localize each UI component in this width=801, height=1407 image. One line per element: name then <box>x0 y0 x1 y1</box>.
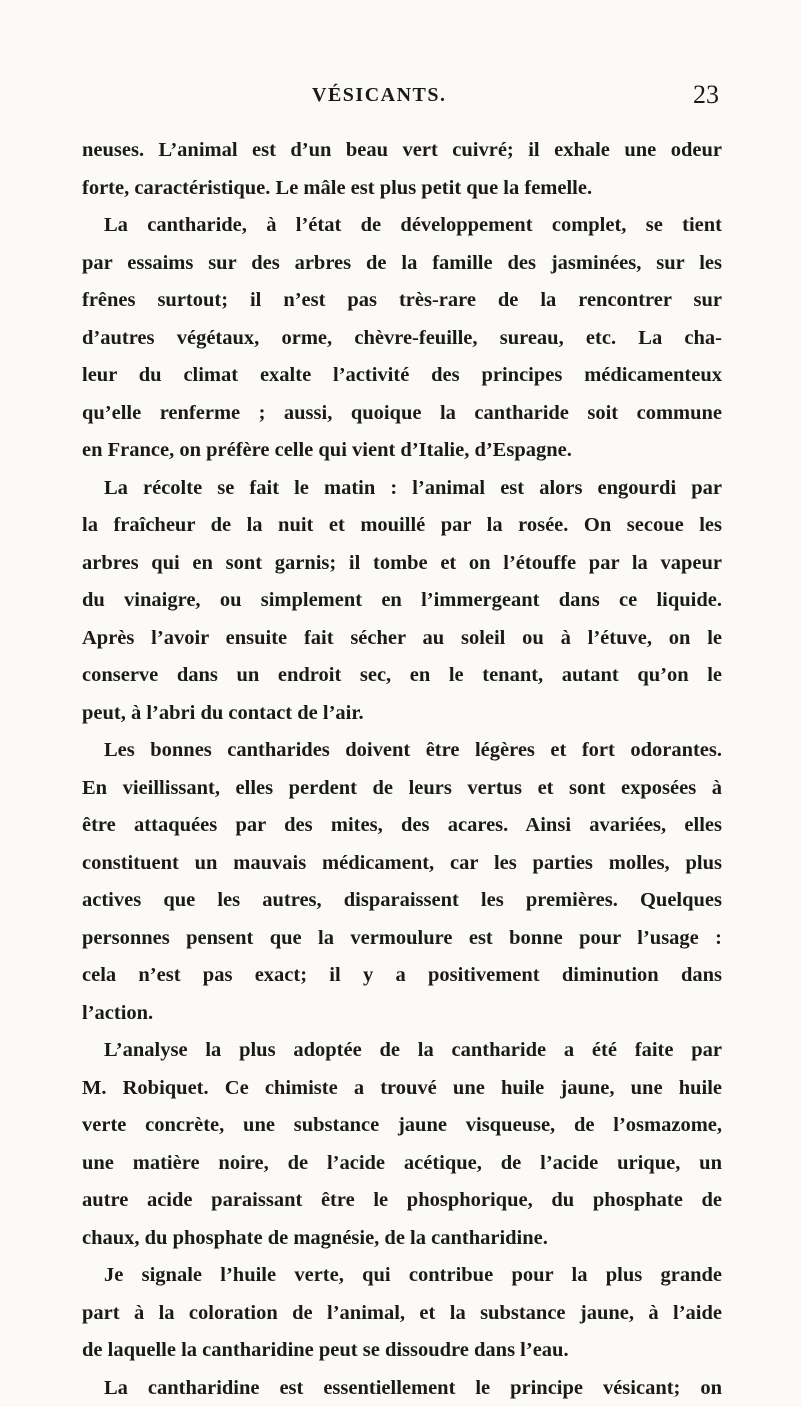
text-line: conserve dans un endroit sec, en le tenant, autant qu’on le <box>82 657 722 695</box>
text-line: La cantharidine est essentiellement le principe vésicant; on <box>82 1370 722 1407</box>
running-title: VÉSICANTS. <box>312 84 446 107</box>
text-line: chaux, du phosphate de magnésie, de la cantharidine. <box>82 1220 722 1258</box>
text-line: l’action. <box>82 995 722 1033</box>
text-line: La cantharide, à l’état de développement complet, se tient <box>82 207 722 245</box>
text-line: une matière noire, de l’acide acétique, de l’acide urique, un <box>82 1145 722 1183</box>
text-line: en France, on préfère celle qui vient d’Italie, d’Espagne. <box>82 432 722 470</box>
text-line: peut, à l’abri du contact de l’air. <box>82 695 722 733</box>
text-line: du vinaigre, ou simplement en l’immergeant dans ce liquide. <box>82 582 722 620</box>
text-line: qu’elle renferme ; aussi, quoique la cantharide soit commune <box>82 395 722 433</box>
text-line: autre acide paraissant être le phosphorique, du phosphate de <box>82 1182 722 1220</box>
running-header <box>0 84 801 114</box>
text-line: L’analyse la plus adoptée de la cantharide a été faite par <box>82 1032 722 1070</box>
text-line: la fraîcheur de la nuit et mouillé par la rosée. On secoue les <box>82 507 722 545</box>
text-line: La récolte se fait le matin : l’animal est alors engourdi par <box>82 470 722 508</box>
text-line: frênes surtout; il n’est pas très-rare de la rencontrer sur <box>82 282 722 320</box>
body-text <box>82 132 722 1407</box>
text-line: leur du climat exalte l’activité des principes médicamenteux <box>82 357 722 395</box>
text-line: de laquelle la cantharidine peut se dissoudre dans l’eau. <box>82 1332 722 1370</box>
page-number: 23 <box>693 80 719 110</box>
text-line: En vieillissant, elles perdent de leurs vertus et sont exposées à <box>82 770 722 808</box>
text-line: actives que les autres, disparaissent les premières. Quelques <box>82 882 722 920</box>
text-line: personnes pensent que la vermoulure est bonne pour l’usage : <box>82 920 722 958</box>
text-line: M. Robiquet. Ce chimiste a trouvé une huile jaune, une huile <box>82 1070 722 1108</box>
text-line: neuses. L’animal est d’un beau vert cuivré; il exhale une odeur <box>82 132 722 170</box>
text-line: d’autres végétaux, orme, chèvre-feuille, sureau, etc. La cha- <box>82 320 722 358</box>
text-line: Les bonnes cantharides doivent être légères et fort odorantes. <box>82 732 722 770</box>
text-line: être attaquées par des mites, des acares. Ainsi avariées, elles <box>82 807 722 845</box>
text-line: par essaims sur des arbres de la famille des jasminées, sur les <box>82 245 722 283</box>
text-line: Après l’avoir ensuite fait sécher au soleil ou à l’étuve, on le <box>82 620 722 658</box>
text-line: constituent un mauvais médicament, car les parties molles, plus <box>82 845 722 883</box>
text-line: arbres qui en sont garnis; il tombe et on l’étouffe par la vapeur <box>82 545 722 583</box>
text-line: cela n’est pas exact; il y a positivement diminution dans <box>82 957 722 995</box>
text-line: verte concrète, une substance jaune visqueuse, de l’osmazome, <box>82 1107 722 1145</box>
text-line: part à la coloration de l’animal, et la substance jaune, à l’aide <box>82 1295 722 1333</box>
text-line: forte, caractéristique. Le mâle est plus petit que la femelle. <box>82 170 722 208</box>
text-line: Je signale l’huile verte, qui contribue pour la plus grande <box>82 1257 722 1295</box>
